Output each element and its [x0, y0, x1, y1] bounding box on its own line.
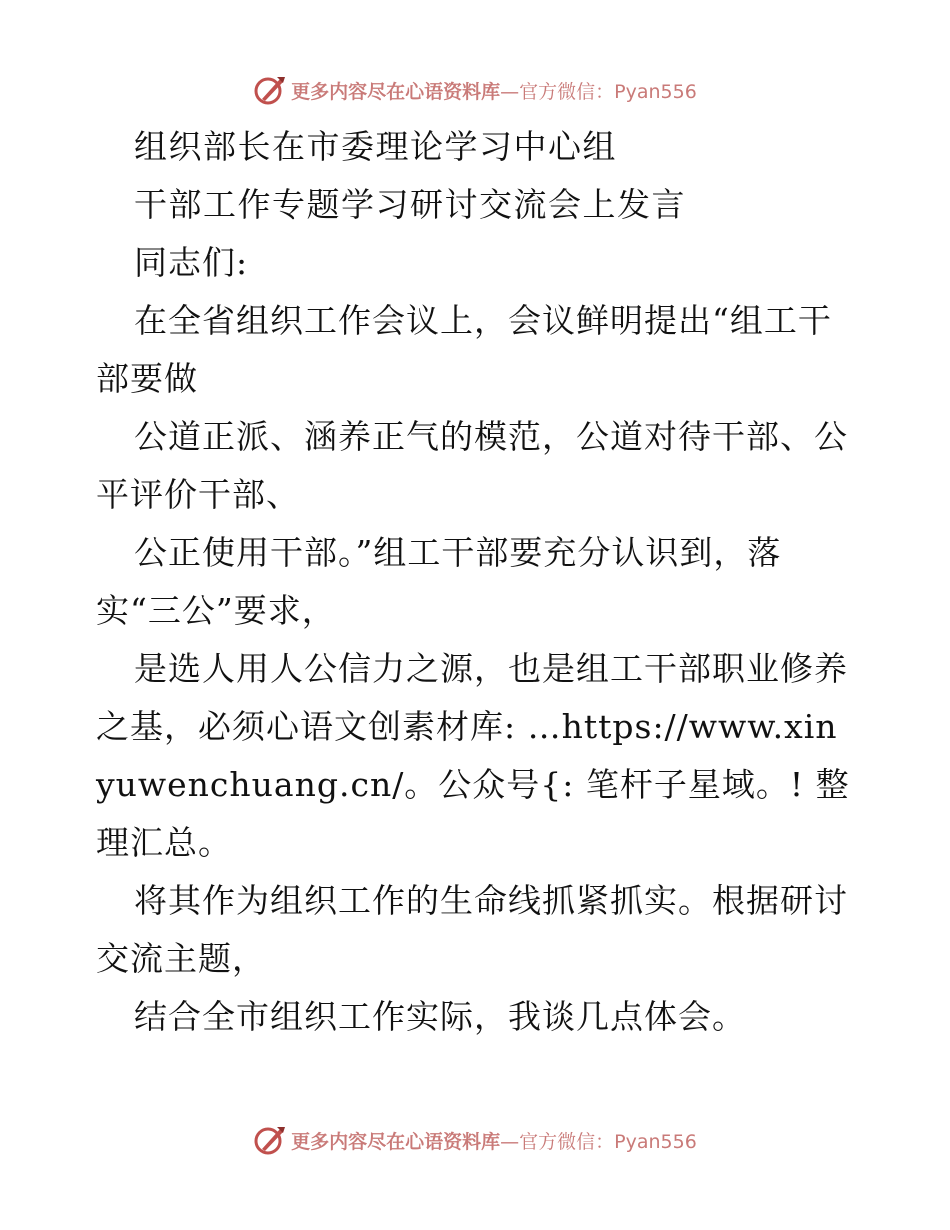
- document-title-line-1: 组织部长在市委理论学习中心组: [134, 127, 617, 166]
- paragraph-4: 是选人用人公信力之源，也是组工干部职业修养之基，必须心语文创素材库: …https://www.xinyuwenchuang.cn/。公众号{: 笔杆子星域。! 整理汇总。: [96, 649, 850, 862]
- paragraph-5: 将其作为组织工作的生命线抓紧抓实。根据研讨交流主题，: [96, 881, 848, 978]
- banner-sub-text: —官方微信：Pyan556: [500, 1130, 697, 1153]
- quill-logo-icon: [253, 1123, 287, 1157]
- greeting: 同志们:: [134, 243, 249, 282]
- banner-main-text: 更多内容尽在心语资料库: [291, 1130, 501, 1153]
- header-watermark-banner: [0, 70, 950, 110]
- paragraph-2: 公道正派、涵养正气的模范，公道对待干部、公平评价干部、: [96, 417, 848, 514]
- paragraph-3: 公正使用干部。”组工干部要充分认识到，落实“三公”要求，: [96, 533, 782, 630]
- document-title-line-2: 干部工作专题学习研讨交流会上发言: [134, 185, 686, 224]
- document-body: [96, 118, 856, 1046]
- banner-sub-text: —官方微信：Pyan556: [500, 80, 697, 103]
- quill-logo-icon: [253, 73, 287, 107]
- paragraph-1: 在全省组织工作会议上，会议鲜明提出“组工干部要做: [96, 301, 832, 398]
- banner-main-text: 更多内容尽在心语资料库: [291, 80, 501, 103]
- paragraph-6: 结合全市组织工作实际，我谈几点体会。: [134, 997, 746, 1036]
- footer-watermark-banner: [0, 1120, 950, 1160]
